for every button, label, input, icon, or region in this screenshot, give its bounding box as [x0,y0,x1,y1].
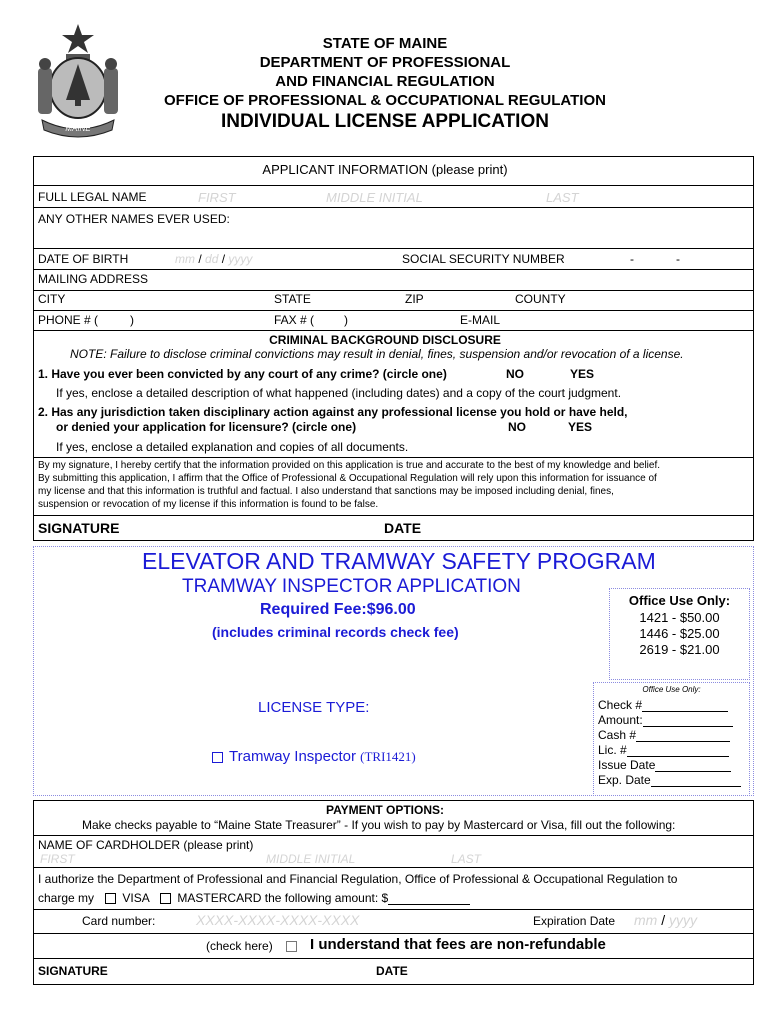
cardholder-middle-field[interactable]: MIDDLE INITIAL [266,852,356,866]
certify-line-2: By submitting this application, I affirm that the Office of Professional & Occupational Regulation will rely upon this information for issuance of [38,473,657,484]
certify-line-4: suspension or revocation of my license if this information is found to be false. [38,499,379,510]
full-legal-name-label: FULL LEGAL NAME [38,190,147,204]
cardholder-first-field[interactable]: FIRST [40,852,75,866]
card-number-label: Card number: [82,914,156,928]
payment-signature-field[interactable] [124,962,364,980]
ssn-field[interactable] [590,250,740,266]
ssn-label: SOCIAL SECURITY NUMBER [402,252,565,266]
charge-row: charge my VISA MASTERCARD the following amount: $ [38,891,470,905]
office-use-line-2: 1446 - $25.00 [639,626,720,641]
certify-line-3: my license and that this information is truthful and factual. I also understand that sanctions may be imposed including denial, fines, [38,486,614,497]
fee-note: (includes criminal records check fee) [212,624,459,640]
payment-instructions: Make checks payable to “Maine State Treasurer” - If you wish to pay by Mastercard or Visa, fill out the following: [82,818,676,832]
zip-label: ZIP [405,292,424,306]
fax-paren: ) [344,313,348,327]
tramway-inspector-checkbox[interactable] [212,752,223,763]
tramway-inspector-option[interactable]: Tramway Inspector (TRI1421) [212,748,416,765]
first-name-field[interactable]: FIRST [198,190,236,205]
q1-followup: If yes, enclose a detailed description of what happened (including dates) and a copy of the court judgment. [56,386,622,400]
q1-no-option[interactable]: NO [506,367,524,381]
phone-label: PHONE # ( [38,313,99,327]
q2-followup: If yes, enclose a detailed explanation and copies of all documents. [56,440,409,454]
other-names-label: ANY OTHER NAMES EVER USED: [38,212,230,226]
visa-checkbox[interactable] [105,893,116,904]
office-use-title: Office Use Only: [628,593,731,608]
office-use-small-title: Office Use Only: [642,685,701,694]
other-names-field[interactable] [270,212,740,242]
card-number-field[interactable]: XXXX-XXXX-XXXX-XXXX [196,912,360,928]
payment-signature-label: SIGNATURE [38,964,108,978]
date-field[interactable] [428,518,728,538]
ssn-dash-2: - [676,252,680,266]
cardholder-label: NAME OF CARDHOLDER (please print) [38,838,254,852]
county-label: COUNTY [515,292,566,306]
dob-day: dd [205,252,219,266]
phone-paren: ) [130,313,134,327]
office-cash-field[interactable]: Cash # [598,728,730,742]
dob-year: yyyy [228,252,253,266]
q1-yes-option[interactable]: YES [570,367,595,381]
fax-label: FAX # ( [274,313,315,327]
question-2-line2: or denied your application for licensure? (circle one) [56,420,357,434]
office-check-field[interactable]: Check # [598,698,728,712]
mailing-address-label: MAILING ADDRESS [38,272,149,286]
office-lic-field[interactable]: Lic. # [598,743,729,757]
payment-date-field[interactable] [416,962,716,980]
expiration-field[interactable]: mm / yyyy [634,912,697,928]
header-dept: DEPARTMENT OF PROFESSIONAL [259,54,511,71]
program-title: ELEVATOR AND TRAMWAY SAFETY PROGRAM [142,548,656,574]
dob-field[interactable]: mm / dd / yyyy [175,252,253,266]
q2-yes-option[interactable]: YES [568,420,593,434]
nonrefundable-text: I understand that fees are non-refundable [310,936,606,953]
signature-field[interactable] [130,518,370,538]
program-subtitle: TRAMWAY INSPECTOR APPLICATION [182,576,521,597]
mailing-address-field[interactable] [160,271,740,287]
question-2: 2. Has any jurisdiction taken disciplinary action against any professional license you hold or have held, [38,405,628,419]
email-label: E-MAIL [460,313,501,327]
dob-month: mm [175,252,195,266]
dob-label: DATE OF BIRTH [38,252,129,266]
certify-line-1: By my signature, I hereby certify that the information provided on this application is true and accurate to the best of my knowledge and belief. [38,460,661,471]
last-name-field[interactable]: LAST [546,190,579,205]
state-label: STATE [274,292,311,306]
office-amount-field[interactable]: Amount: [598,713,733,727]
office-exp-date-field[interactable]: Exp. Date [598,773,741,787]
city-label: CITY [38,292,66,306]
header-dept-2: AND FINANCIAL REGULATION [275,73,495,90]
license-type-label: LICENSE TYPE: [258,699,370,716]
mastercard-checkbox[interactable] [160,893,171,904]
payment-heading: PAYMENT OPTIONS: [325,803,444,817]
amount-field[interactable] [388,904,470,905]
page-title: INDIVIDUAL LICENSE APPLICATION [221,111,549,132]
header-office: OFFICE OF PROFESSIONAL & OCCUPATIONAL REGULATION [164,92,606,109]
date-label: DATE [384,520,422,536]
header-state: STATE OF MAINE [322,35,448,52]
svg-text:MAINE: MAINE [65,124,91,133]
middle-initial-field[interactable]: MIDDLE INITIAL [326,190,423,205]
background-heading: CRIMINAL BACKGROUND DISCLOSURE [269,333,501,347]
payment-date-label: DATE [376,964,408,978]
applicant-heading: APPLICANT INFORMATION (please print) [262,162,508,177]
check-here-label: (check here) [206,939,273,953]
cardholder-last-field[interactable]: LAST [451,852,482,866]
background-note: NOTE: Failure to disclose criminal convictions may result in denial, fines, suspension and/or revocation of a license. [70,347,684,361]
question-1: 1. Have you ever been convicted by any court of any crime? (circle one) [38,367,447,381]
nonrefundable-checkbox[interactable] [286,938,303,956]
q2-no-option[interactable]: NO [508,420,526,434]
signature-label: SIGNATURE [38,520,120,536]
authorize-text: I authorize the Department of Professional and Financial Regulation, Office of Professional & Occupational Regulation to [38,872,678,886]
expiration-label: Expiration Date [533,914,616,928]
ssn-dash-1: - [630,252,634,266]
office-issue-date-field[interactable]: Issue Date [598,758,731,772]
required-fee: Required Fee:$96.00 [260,601,416,618]
office-use-line-1: 1421 - $50.00 [639,610,720,625]
office-use-line-3: 2619 - $21.00 [639,642,720,657]
